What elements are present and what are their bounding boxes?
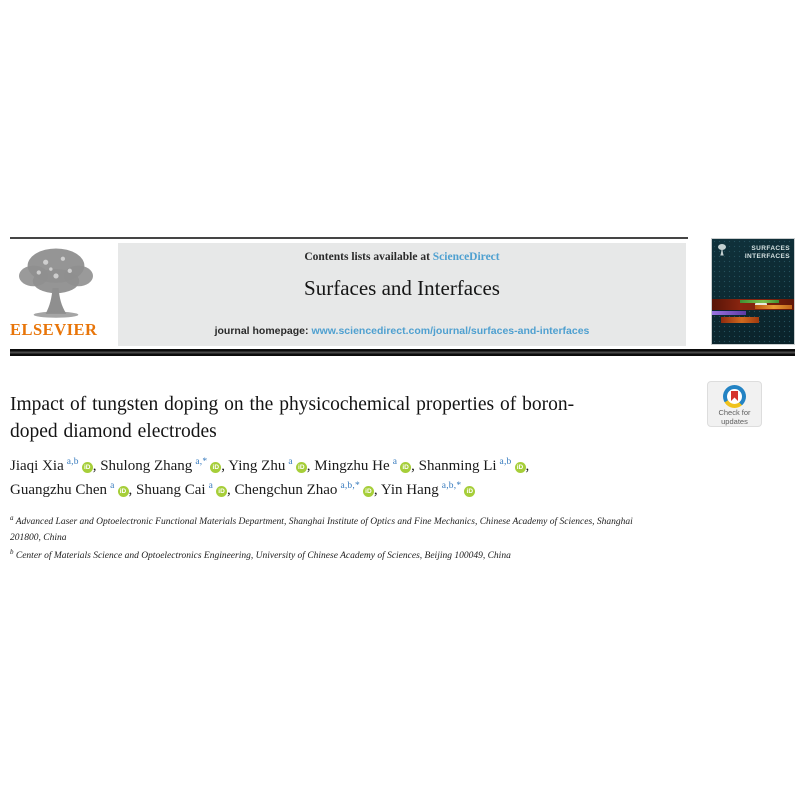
orcid-icon[interactable]: iD (82, 462, 93, 473)
author-list: Jiaqi Xia $^{a,b}$iD , Shulong Zhang $^{a,*}$iD , Ying Zhu $^a$iD , Mingzhu He $^a$iD , Shanming Li $^{a,b}$iD , Guangzhu Chen $^a$iD , Shuang Cai $^a$iD , Chengchun Zhao $^{a,b,*}$iD , Yin Hang $^{a,b,*}$iD (10, 457, 530, 498)
article-title: Impact of tungsten doping on the physicochemical properties of boron-doped diamond electrodes (10, 394, 575, 442)
elsevier-logo (10, 245, 114, 345)
cover-band-red2 (721, 317, 759, 323)
affiliation-superscript: a (10, 513, 14, 522)
orcid-icon[interactable]: iD (216, 486, 227, 497)
author (10, 482, 129, 498)
author-name: Guangzhu Chen (10, 482, 108, 498)
sciencedirect-link[interactable]: ScienceDirect (432, 251, 500, 263)
cover-title-line2: INTERFACES (744, 253, 790, 260)
author-name: Ying Zhu (228, 458, 286, 474)
author (235, 482, 374, 498)
affiliation-superscript: b (10, 547, 14, 556)
author-affiliation-superscript: a,* (195, 457, 208, 467)
header-thick-divider (10, 349, 795, 356)
author-name: Chengchun Zhao (234, 482, 338, 498)
cover-title-line1: SURFACES (751, 245, 790, 252)
author-affiliation-superscript: a (110, 481, 115, 491)
orcid-icon[interactable]: iD (210, 462, 221, 473)
crossmark-ribbon-icon (731, 391, 738, 401)
author (228, 458, 307, 474)
affiliation: $^b$ Center of Materials Science and Optoelectronics Engineering, University of Chinese Academy of Sciences, Beijing 100049, China (10, 547, 511, 561)
affiliation: $^a$ Advanced Laser and Optoelectronic Functional Materials Department, Shanghai Institute of Optics and Fine Mechanics, Chinese Academy of Sciences, Shanghai 201800, China (10, 513, 633, 543)
check-badge-label (708, 409, 761, 426)
elsevier-tree-icon (12, 245, 100, 319)
cover-artwork-bands (712, 299, 794, 323)
cover-journal-title (745, 245, 790, 261)
contents-lists-text: Contents lists available at (304, 251, 433, 263)
homepage-url-link[interactable]: www.sciencedirect.com/journal/surfaces-and-interfaces (311, 325, 590, 337)
author (100, 458, 221, 474)
author-name: Shanming Li (418, 458, 497, 474)
author-affiliation-superscript: a (288, 457, 293, 467)
homepage-label: journal homepage: (214, 325, 312, 337)
author-name: Shuang Cai (136, 482, 206, 498)
author-name: Shulong Zhang (100, 458, 193, 474)
author (10, 458, 93, 474)
crossmark-inner-circle (727, 389, 742, 404)
header-top-rule (10, 237, 688, 239)
affiliation-list (10, 514, 665, 566)
cover-band-orange (755, 305, 793, 309)
orcid-icon[interactable]: iD (400, 462, 411, 473)
cover-band-red (712, 299, 794, 310)
author-affiliation-superscript: a,b,* (441, 481, 462, 491)
journal-title: Surfaces and Interfaces (304, 276, 500, 300)
orcid-icon[interactable]: iD (363, 486, 374, 497)
cover-band-purple (712, 311, 746, 315)
journal-cover-thumbnail[interactable] (711, 238, 795, 345)
check-for-updates-badge[interactable] (707, 381, 762, 427)
orcid-icon[interactable]: iD (296, 462, 307, 473)
crossmark-icon (723, 385, 746, 408)
author-affiliation-superscript: a (208, 481, 214, 491)
author-affiliation-superscript: a,b (66, 457, 79, 467)
author-name: Jiaqi Xia (10, 458, 64, 474)
cover-elsevier-mark-icon (717, 243, 727, 257)
author-affiliation-superscript: a,b (499, 457, 512, 467)
check-badge-line1: Check for (718, 408, 751, 417)
orcid-icon[interactable]: iD (464, 486, 475, 497)
author (419, 458, 526, 474)
author (136, 482, 227, 498)
author-affiliation-superscript: a (392, 457, 398, 467)
orcid-icon[interactable]: iD (515, 462, 526, 473)
check-badge-line2: updates (721, 416, 748, 426)
author (314, 458, 411, 474)
author (381, 482, 475, 498)
orcid-icon[interactable]: iD (118, 486, 129, 497)
journal-homepage-line (118, 325, 686, 337)
contents-lists-line (118, 243, 686, 263)
author-name: Yin Hang (380, 482, 439, 498)
author-name: Mingzhu He (314, 458, 390, 474)
journal-banner (118, 243, 686, 346)
elsevier-wordmark: ELSEVIER (10, 320, 98, 339)
author-affiliation-superscript: a,b,* (340, 481, 360, 491)
